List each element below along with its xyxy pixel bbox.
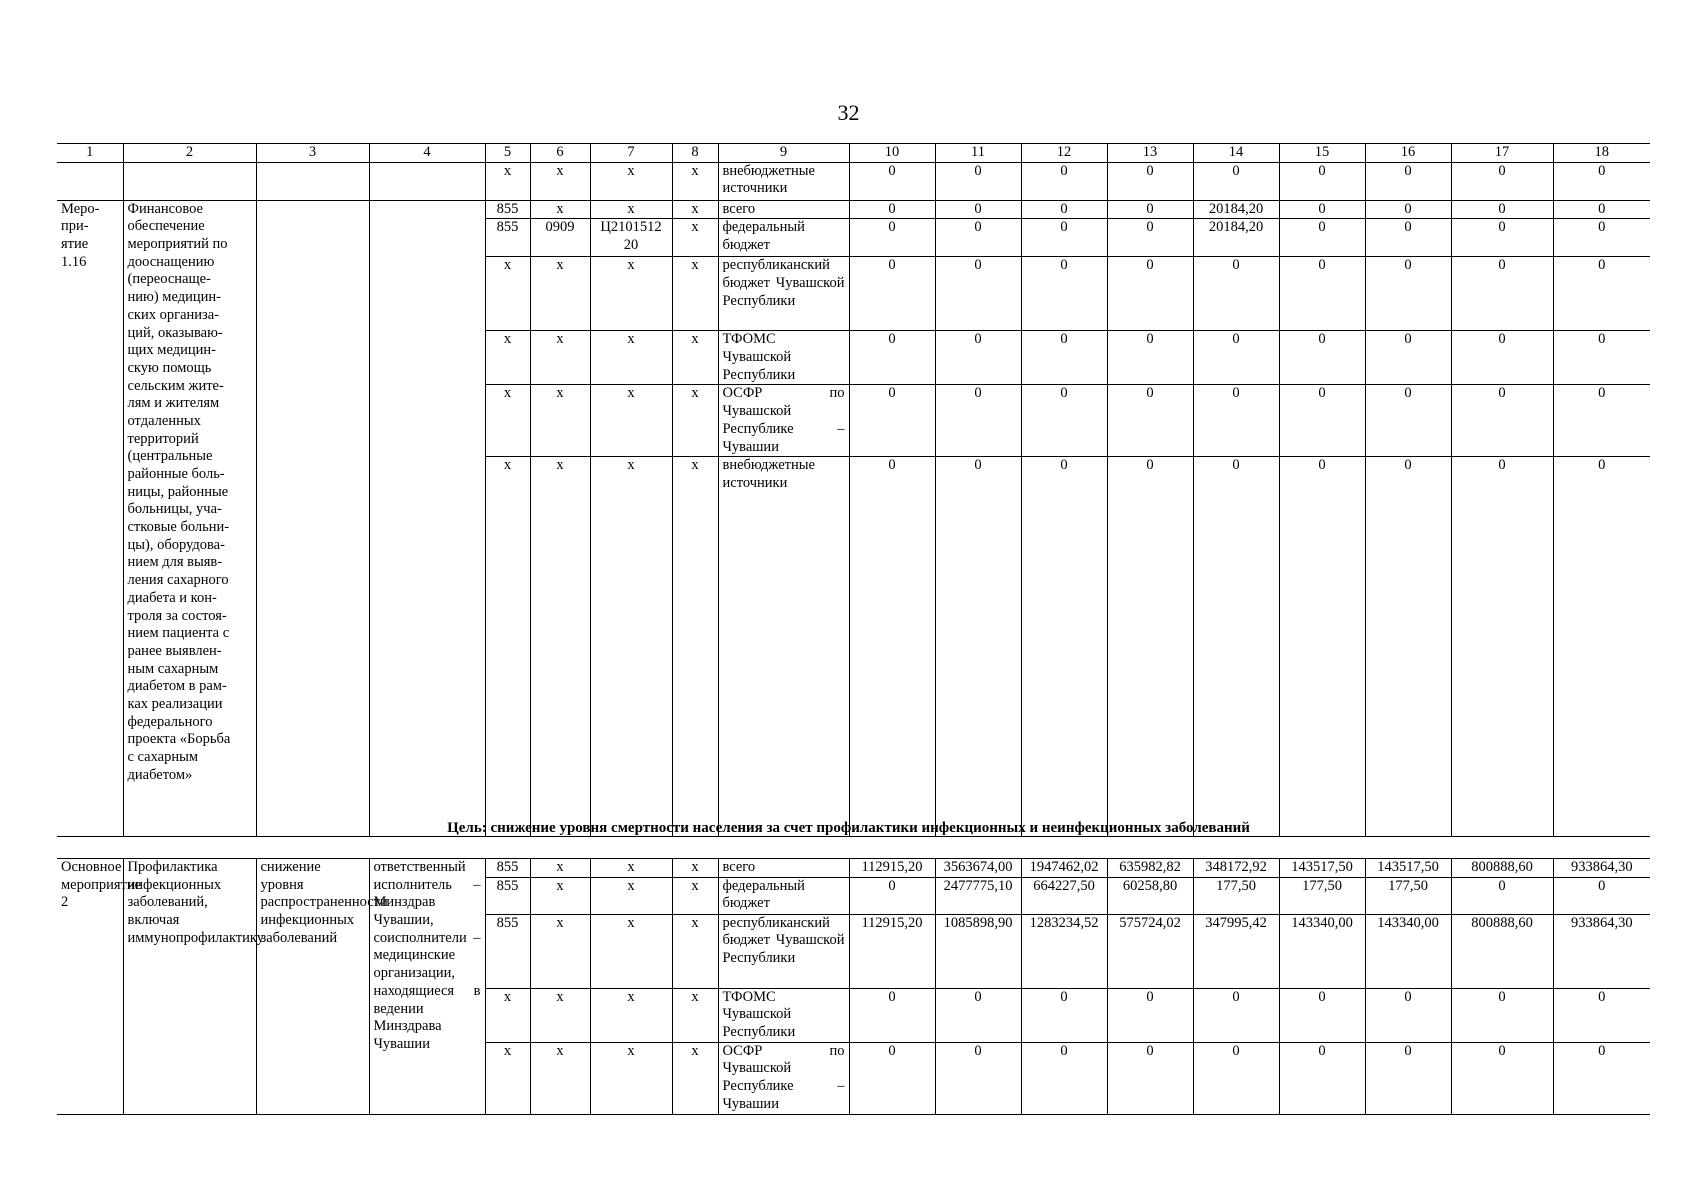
event-description-line: дооснащению: [127, 253, 215, 270]
event-description-line: ций, оказываю-: [127, 324, 223, 341]
event-description-line: Финансовое: [127, 200, 203, 217]
cell-col-6: x: [530, 877, 590, 914]
event-number-cell: [57, 200, 123, 837]
expected-result-cell: снижение уровня распространенности инфекционных заболеваний: [256, 859, 369, 1115]
value-cell-col-15: 0: [1279, 457, 1365, 837]
cell-col-8: x: [672, 859, 718, 878]
value-cell-col-16: 0: [1365, 219, 1451, 257]
value-cell-col-15: 0: [1279, 257, 1365, 331]
funding-source-cell: ТФОМС Чувашской Республики: [718, 988, 849, 1042]
column-number: 16: [1365, 144, 1451, 163]
budget-table-part-1: [57, 143, 1650, 837]
value-cell-col-16: 0: [1365, 385, 1451, 457]
cell-col-6: x: [530, 385, 590, 457]
event-description-line: мероприятий по: [127, 236, 228, 253]
value-cell-col-16: 0: [1365, 331, 1451, 385]
value-cell-col-10: 112915,20: [849, 914, 935, 988]
value-cell-col-10: 0: [849, 988, 935, 1042]
value-cell-col-16: 0: [1365, 162, 1451, 200]
value-cell-col-12: 0: [1021, 331, 1107, 385]
cell-col-5: x: [485, 1042, 530, 1114]
empty-cell: [57, 162, 123, 200]
column-number: 7: [590, 144, 672, 163]
value-cell-col-12: 0: [1021, 457, 1107, 837]
value-cell-col-16: 143517,50: [1365, 859, 1451, 878]
event-description-line: цы), оборудова-: [127, 536, 225, 553]
cell-col-8: x: [672, 914, 718, 988]
value-cell-col-14: 177,50: [1193, 877, 1279, 914]
value-cell-col-17: 0: [1451, 1042, 1553, 1114]
value-cell-col-18: 0: [1553, 219, 1650, 257]
value-cell-col-17: 0: [1451, 385, 1553, 457]
event-description-line: ках реализации: [127, 695, 223, 712]
goal-heading: Цель: снижение уровня смертности населения за счет профилактики инфекционных и неинфекционных заболеваний: [447, 820, 1250, 836]
cell-col-5: 855: [485, 877, 530, 914]
event-number-line: 1.16: [61, 253, 87, 270]
value-cell-col-11: 0: [935, 219, 1021, 257]
value-cell-col-14: 348172,92: [1193, 859, 1279, 878]
cell-col-5: x: [485, 385, 530, 457]
value-cell-col-13: 0: [1107, 162, 1193, 200]
table-row: [57, 200, 1650, 219]
column-number: 13: [1107, 144, 1193, 163]
cell-col-7: x: [590, 200, 672, 219]
value-cell-col-18: 0: [1553, 1042, 1650, 1114]
value-cell-col-15: 0: [1279, 1042, 1365, 1114]
value-cell-col-12: 0: [1021, 385, 1107, 457]
cell-col-8: x: [672, 219, 718, 257]
value-cell-col-17: 0: [1451, 257, 1553, 331]
event-description-line: проекта «Борьба: [127, 731, 231, 748]
value-cell-col-11: 0: [935, 162, 1021, 200]
value-cell-col-14: 0: [1193, 457, 1279, 837]
cell-col-5: x: [485, 257, 530, 331]
column-number: 4: [369, 144, 485, 163]
value-cell-col-18: 0: [1553, 257, 1650, 331]
value-cell-col-17: 0: [1451, 219, 1553, 257]
value-cell-col-16: 143340,00: [1365, 914, 1451, 988]
column-number: 11: [935, 144, 1021, 163]
value-cell-col-16: 0: [1365, 988, 1451, 1042]
value-cell-col-14: 0: [1193, 988, 1279, 1042]
value-cell-col-11: 0: [935, 457, 1021, 837]
column-number: 2: [123, 144, 256, 163]
value-cell-col-10: 0: [849, 257, 935, 331]
event-description-line: нием пациента с: [127, 625, 230, 642]
value-cell-col-13: 575724,02: [1107, 914, 1193, 988]
value-cell-col-15: 177,50: [1279, 877, 1365, 914]
column-number: 14: [1193, 144, 1279, 163]
funding-source-cell: всего: [718, 859, 849, 878]
value-cell-col-13: 635982,82: [1107, 859, 1193, 878]
column-number: 8: [672, 144, 718, 163]
table-row: [57, 859, 1650, 878]
column-number: 9: [718, 144, 849, 163]
value-cell-col-14: 0: [1193, 1042, 1279, 1114]
event-description-line: ских организа-: [127, 306, 220, 323]
value-cell-col-11: 0: [935, 200, 1021, 219]
cell-col-8: x: [672, 331, 718, 385]
value-cell-col-11: 2477775,10: [935, 877, 1021, 914]
value-cell-col-18: 0: [1553, 457, 1650, 837]
funding-source-cell: внебюджетные источники: [718, 457, 849, 837]
value-cell-col-16: 0: [1365, 1042, 1451, 1114]
cell-col-6: x: [530, 200, 590, 219]
value-cell-col-12: 0: [1021, 257, 1107, 331]
value-cell-col-18: 933864,30: [1553, 914, 1650, 988]
value-cell-col-15: 0: [1279, 988, 1365, 1042]
value-cell-col-15: 0: [1279, 219, 1365, 257]
value-cell-col-11: 3563674,00: [935, 859, 1021, 878]
cell-col-6: x: [530, 331, 590, 385]
funding-source-cell: внебюджетные источники: [718, 162, 849, 200]
value-cell-col-16: 0: [1365, 457, 1451, 837]
event-description-line: ным сахарным: [127, 660, 219, 677]
event-description-line: диабетом в рам-: [127, 678, 227, 695]
funding-source-cell: республиканский бюджет Чувашской Республики: [718, 257, 849, 331]
value-cell-col-15: 0: [1279, 200, 1365, 219]
cell-col-7: x: [590, 385, 672, 457]
cell-col-7: x: [590, 988, 672, 1042]
event-description-line: отдаленных: [127, 412, 201, 429]
event-description-line: троля за состоя-: [127, 607, 227, 624]
event-description-line: нием для выяв-: [127, 554, 223, 571]
column-number: 17: [1451, 144, 1553, 163]
value-cell-col-11: 1085898,90: [935, 914, 1021, 988]
value-cell-col-18: 0: [1553, 988, 1650, 1042]
column-number: 5: [485, 144, 530, 163]
event-description-line: диабета и кон-: [127, 589, 217, 606]
funding-source-cell: ТФОМС Чувашской Республики: [718, 331, 849, 385]
cell-col-6: x: [530, 457, 590, 837]
value-cell-col-10: 0: [849, 200, 935, 219]
value-cell-col-11: 0: [935, 988, 1021, 1042]
value-cell-col-14: 0: [1193, 331, 1279, 385]
column-numbers-row: [57, 144, 1650, 163]
cell-col-6: 0909: [530, 219, 590, 257]
value-cell-col-10: 0: [849, 877, 935, 914]
cell-col-5: 855: [485, 219, 530, 257]
empty-cell: [369, 162, 485, 200]
value-cell-col-13: 0: [1107, 1042, 1193, 1114]
column-number: 1: [57, 144, 123, 163]
page-number: 32: [837, 100, 860, 125]
main-event-description-cell: Профилактика инфекционных заболеваний, включая иммунопрофилактику: [123, 859, 256, 1115]
funding-source-cell: всего: [718, 200, 849, 219]
value-cell-col-15: 143340,00: [1279, 914, 1365, 988]
value-cell-col-10: 0: [849, 457, 935, 837]
event-description-line: (центральные: [127, 448, 213, 465]
cell-col-8: x: [672, 457, 718, 837]
cell-col-7: x: [590, 162, 672, 200]
funding-source-cell: федеральный бюджет: [718, 877, 849, 914]
column-number: 3: [256, 144, 369, 163]
cell-col-5: 855: [485, 200, 530, 219]
value-cell-col-13: 0: [1107, 988, 1193, 1042]
event-description-line: обеспечение: [127, 218, 205, 235]
value-cell-col-13: 0: [1107, 385, 1193, 457]
value-cell-col-18: 0: [1553, 385, 1650, 457]
table-row: [57, 162, 1650, 200]
value-cell-col-13: 0: [1107, 257, 1193, 331]
event-description-line: скую помощь: [127, 359, 212, 376]
column-number: 18: [1553, 144, 1650, 163]
value-cell-col-14: 347995,42: [1193, 914, 1279, 988]
value-cell-col-12: 0: [1021, 988, 1107, 1042]
cell-col-7: x: [590, 257, 672, 331]
empty-cell: [256, 162, 369, 200]
value-cell-col-15: 0: [1279, 385, 1365, 457]
event-description-cell: [123, 200, 256, 837]
event-description-line: ницы, районные: [127, 483, 229, 500]
value-cell-col-13: 0: [1107, 200, 1193, 219]
value-cell-col-12: 0: [1021, 1042, 1107, 1114]
value-cell-col-12: 0: [1021, 162, 1107, 200]
event-description-line: больницы, уча-: [127, 501, 222, 518]
value-cell-col-13: 60258,80: [1107, 877, 1193, 914]
cell-col-7: x: [590, 877, 672, 914]
value-cell-col-12: 0: [1021, 200, 1107, 219]
event-description-line: федерального: [127, 713, 213, 730]
value-cell-col-14: 0: [1193, 257, 1279, 331]
event-number-line: Меро-: [61, 200, 100, 217]
cell-col-5: x: [485, 331, 530, 385]
event-description-line: диабетом»: [127, 766, 193, 783]
event-description-line: ления сахарного: [127, 572, 229, 589]
event-description-line: сельским жите-: [127, 377, 224, 394]
cell-col-8: x: [672, 162, 718, 200]
value-cell-col-12: 664227,50: [1021, 877, 1107, 914]
value-cell-col-17: 0: [1451, 988, 1553, 1042]
cell-col-7: x: [590, 1042, 672, 1114]
value-cell-col-10: 0: [849, 219, 935, 257]
value-cell-col-12: 1947462,02: [1021, 859, 1107, 878]
main-event-number-cell: Основное мероприятие 2: [57, 859, 123, 1115]
funding-source-cell: ОСФР по Чувашской Республике – Чувашии: [718, 1042, 849, 1114]
expected-result-cell: [256, 200, 369, 837]
event-description-line: щих медицин-: [127, 342, 216, 359]
value-cell-col-15: 143517,50: [1279, 859, 1365, 878]
event-description-line: стковые больни-: [127, 519, 230, 536]
value-cell-col-16: 0: [1365, 257, 1451, 331]
executor-cell: [369, 200, 485, 837]
value-cell-col-10: 0: [849, 331, 935, 385]
cell-col-5: x: [485, 457, 530, 837]
value-cell-col-15: 0: [1279, 331, 1365, 385]
value-cell-col-14: 20184,20: [1193, 219, 1279, 257]
value-cell-col-13: 0: [1107, 219, 1193, 257]
value-cell-col-12: 1283234,52: [1021, 914, 1107, 988]
cell-col-7: x: [590, 457, 672, 837]
value-cell-col-13: 0: [1107, 457, 1193, 837]
cell-col-6: x: [530, 162, 590, 200]
value-cell-col-15: 0: [1279, 162, 1365, 200]
value-cell-col-17: 0: [1451, 331, 1553, 385]
value-cell-col-14: 0: [1193, 385, 1279, 457]
cell-col-6: x: [530, 1042, 590, 1114]
value-cell-col-14: 0: [1193, 162, 1279, 200]
value-cell-col-12: 0: [1021, 219, 1107, 257]
cell-col-8: x: [672, 1042, 718, 1114]
cell-col-7: Ц2101512 20: [590, 219, 672, 257]
value-cell-col-11: 0: [935, 385, 1021, 457]
event-description-line: территорий: [127, 430, 199, 447]
cell-col-5: x: [485, 988, 530, 1042]
value-cell-col-10: 112915,20: [849, 859, 935, 878]
value-cell-col-18: 0: [1553, 877, 1650, 914]
column-number: 10: [849, 144, 935, 163]
funding-source-cell: ОСФР по Чувашской Республике – Чувашии: [718, 385, 849, 457]
value-cell-col-16: 177,50: [1365, 877, 1451, 914]
event-number-line: ятие: [61, 236, 89, 253]
event-number-line: при-: [61, 218, 89, 235]
cell-col-5: x: [485, 162, 530, 200]
event-description-line: с сахарным: [127, 749, 199, 765]
empty-cell: [123, 162, 256, 200]
event-description-line: (переоснаще-: [127, 271, 211, 288]
cell-col-8: x: [672, 385, 718, 457]
value-cell-col-18: 0: [1553, 162, 1650, 200]
cell-col-7: x: [590, 331, 672, 385]
budget-table-part-2: [57, 858, 1650, 1115]
event-description-line: ранее выявлен-: [127, 642, 222, 659]
cell-col-5: 855: [485, 914, 530, 988]
value-cell-col-17: 800888,60: [1451, 859, 1553, 878]
column-number: 6: [530, 144, 590, 163]
value-cell-col-18: 933864,30: [1553, 859, 1650, 878]
funding-source-cell: республиканский бюджет Чувашской Республики: [718, 914, 849, 988]
value-cell-col-10: 0: [849, 162, 935, 200]
cell-col-6: x: [530, 988, 590, 1042]
cell-col-7: x: [590, 914, 672, 988]
cell-col-6: x: [530, 859, 590, 878]
event-description-line: нию) медицин-: [127, 289, 221, 306]
value-cell-col-10: 0: [849, 1042, 935, 1114]
value-cell-col-14: 20184,20: [1193, 200, 1279, 219]
value-cell-col-11: 0: [935, 257, 1021, 331]
value-cell-col-11: 0: [935, 331, 1021, 385]
cell-col-8: x: [672, 257, 718, 331]
cell-col-5: 855: [485, 859, 530, 878]
column-number: 15: [1279, 144, 1365, 163]
value-cell-col-18: 0: [1553, 200, 1650, 219]
value-cell-col-17: 0: [1451, 877, 1553, 914]
event-description-line: лям и жителям: [127, 395, 220, 412]
cell-col-8: x: [672, 200, 718, 219]
cell-col-6: x: [530, 257, 590, 331]
value-cell-col-17: 0: [1451, 200, 1553, 219]
value-cell-col-10: 0: [849, 385, 935, 457]
cell-col-6: x: [530, 914, 590, 988]
value-cell-col-17: 0: [1451, 162, 1553, 200]
cell-col-7: x: [590, 859, 672, 878]
value-cell-col-13: 0: [1107, 331, 1193, 385]
event-description-line: районные боль-: [127, 466, 225, 482]
value-cell-col-11: 0: [935, 1042, 1021, 1114]
cell-col-8: x: [672, 877, 718, 914]
value-cell-col-16: 0: [1365, 200, 1451, 219]
executor-cell: ответственный исполнитель – Минздрав Чувашии, соисполнители – медицинские организации, находящиеся в ведении Минздрава Чувашии: [369, 859, 485, 1115]
cell-col-8: x: [672, 988, 718, 1042]
value-cell-col-18: 0: [1553, 331, 1650, 385]
value-cell-col-17: 0: [1451, 457, 1553, 837]
funding-source-cell: федеральный бюджет: [718, 219, 849, 257]
value-cell-col-17: 800888,60: [1451, 914, 1553, 988]
column-number: 12: [1021, 144, 1107, 163]
